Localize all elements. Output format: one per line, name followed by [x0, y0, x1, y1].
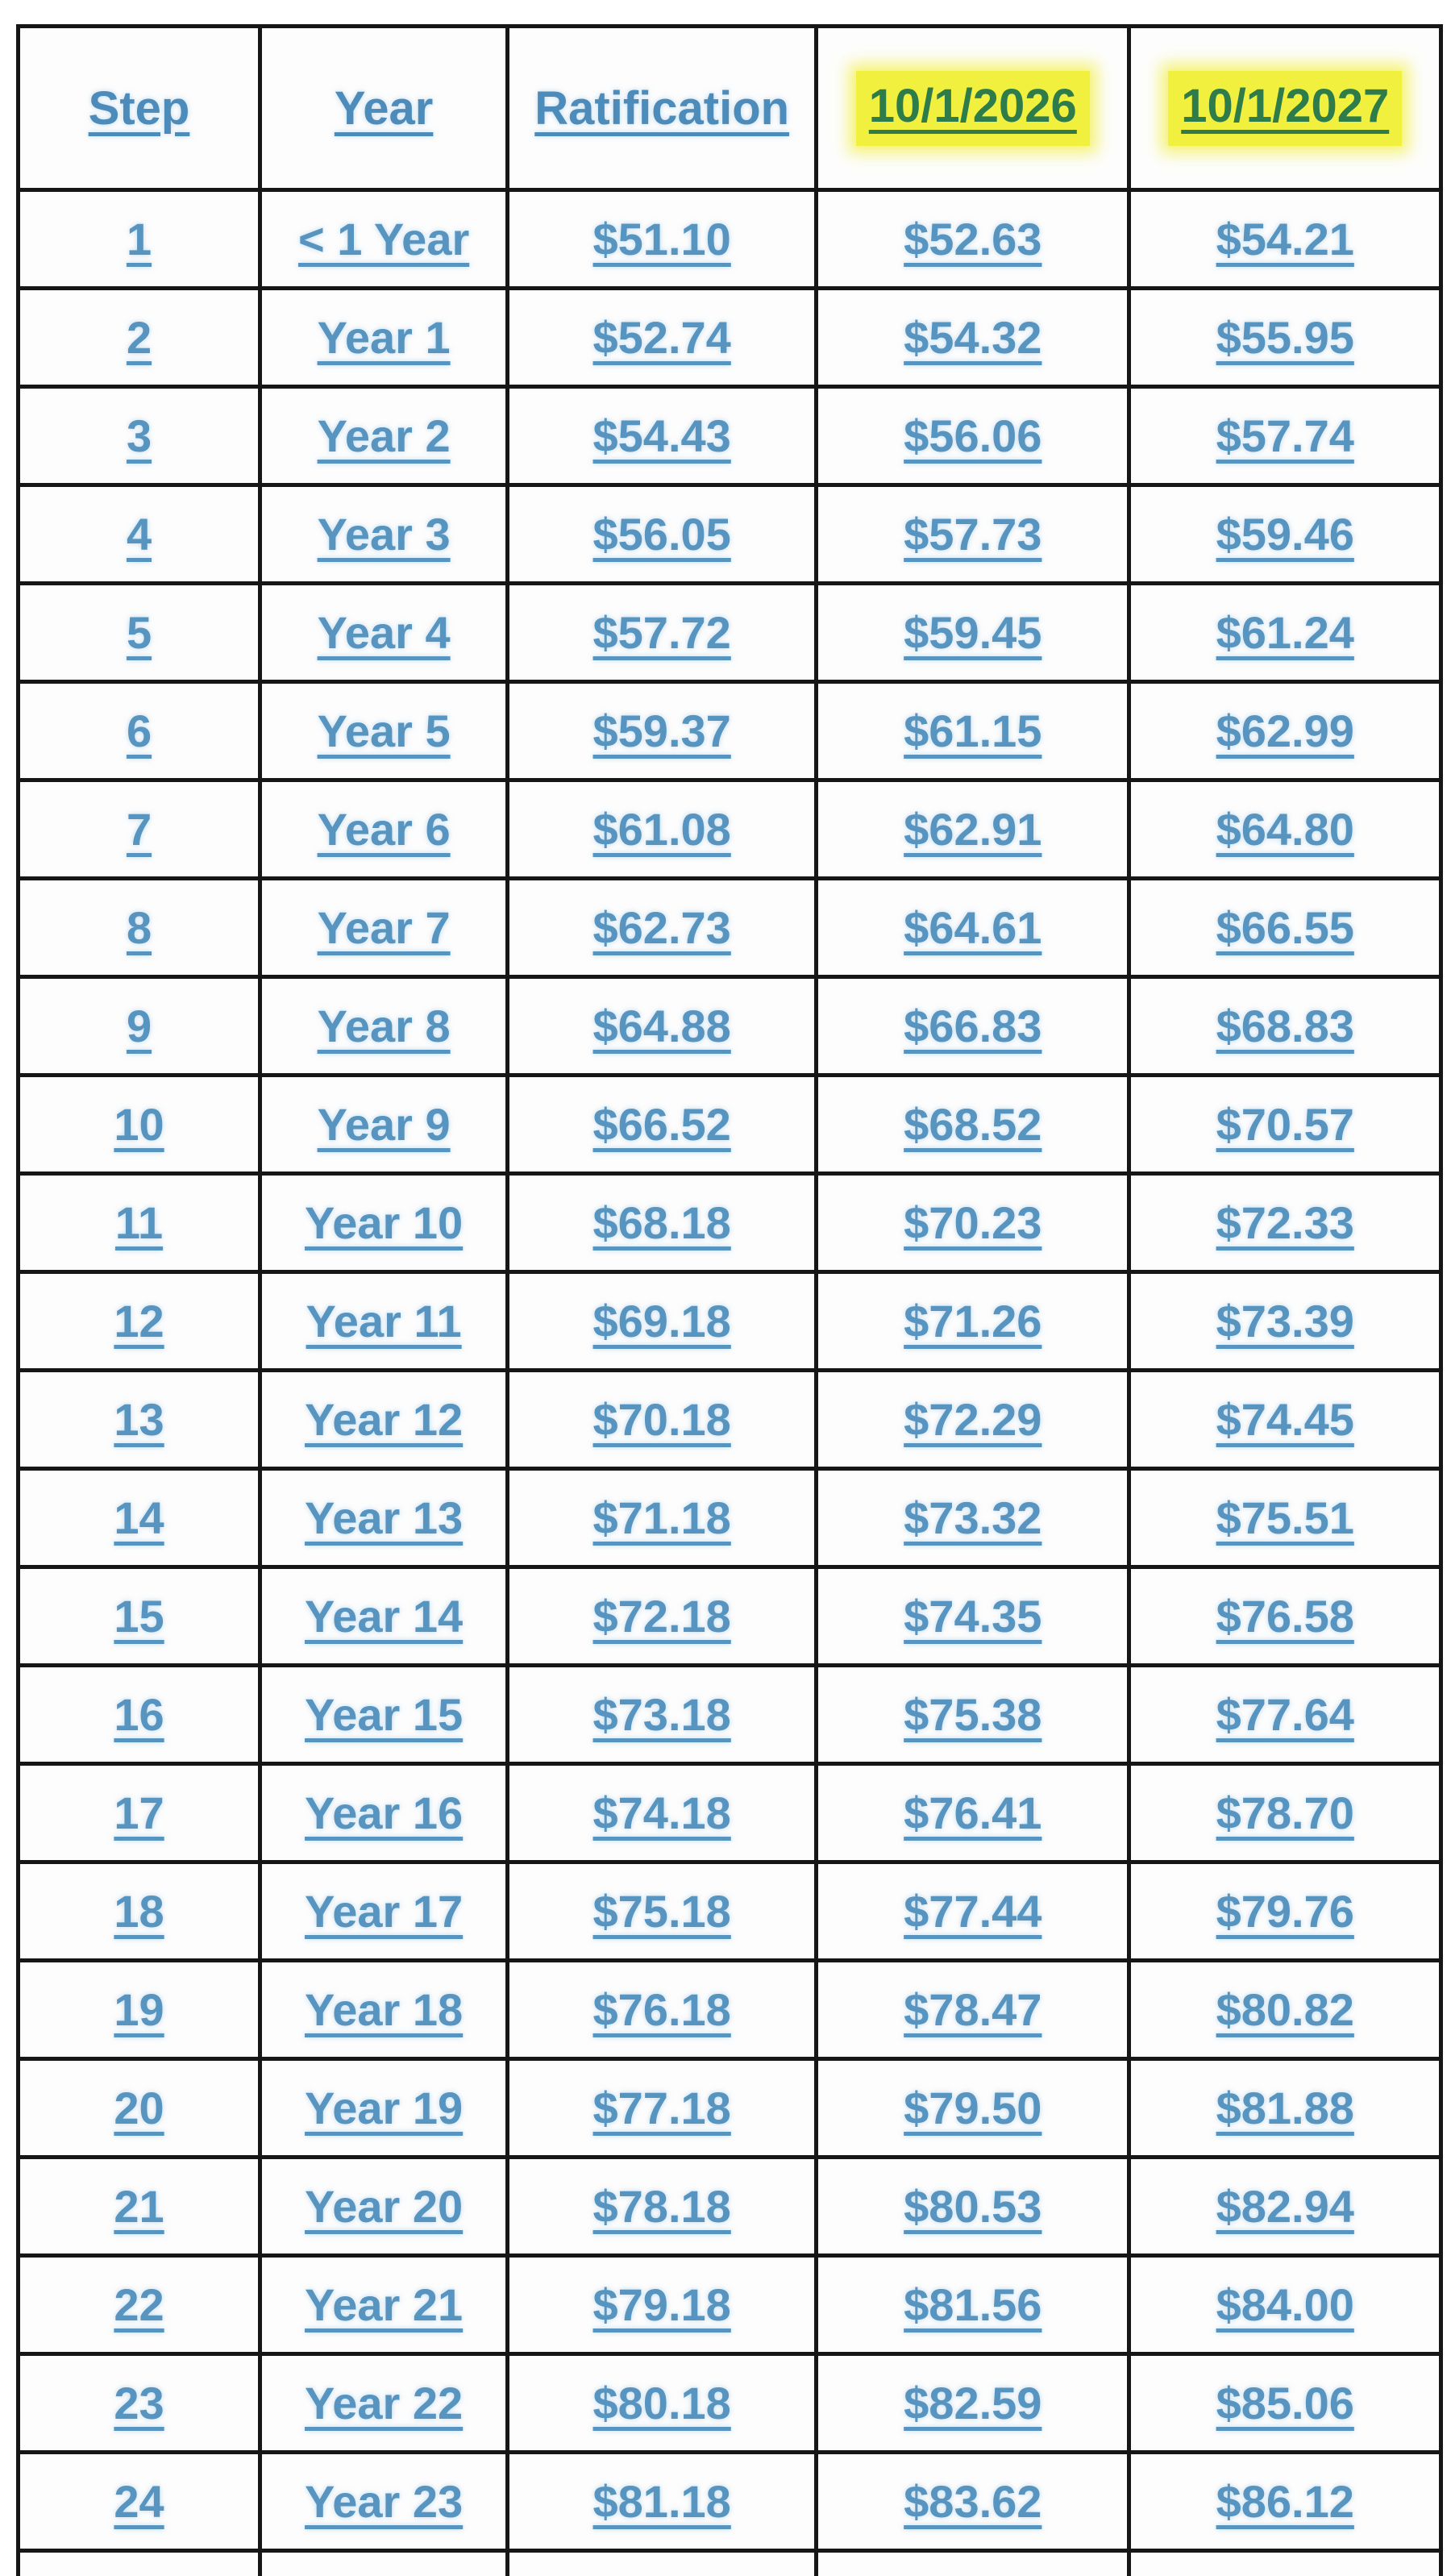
table-row	[19, 1174, 1441, 1272]
cell-year	[260, 1469, 508, 1567]
header-link-step[interactable]: Step	[88, 81, 190, 135]
header-cell-rate_2026	[817, 27, 1129, 190]
cell-rate_2026	[817, 780, 1129, 879]
cell-link-ratification[interactable]: $76.18	[592, 1984, 731, 2035]
cell-year	[260, 2059, 508, 2158]
cell-rate_2027	[1129, 1272, 1441, 1371]
wage-table	[16, 24, 1443, 2576]
table-row	[19, 485, 1441, 584]
cell-link-ratification[interactable]: $72.18	[592, 1591, 731, 1642]
table-row	[19, 682, 1441, 780]
cell-link-step[interactable]: 2	[126, 312, 152, 363]
cell-link-rate_2027[interactable]: $82.94	[1216, 2181, 1354, 2232]
cell-link-rate_2026[interactable]: $72.29	[904, 1394, 1042, 1445]
cell-rate_2027	[1129, 1764, 1441, 1862]
cell-link-rate_2026[interactable]: $76.41	[904, 1787, 1042, 1838]
table-row	[19, 2059, 1441, 2158]
cell-year	[260, 2354, 508, 2453]
cell-link-step[interactable]: 7	[126, 804, 152, 855]
cell-rate_2026	[817, 2453, 1129, 2551]
cell-rate_2026	[817, 1272, 1129, 1371]
cell-rate_2027	[1129, 1862, 1441, 1961]
cell-link-ratification[interactable]: $64.88	[592, 1001, 731, 1051]
cell-link-year[interactable]: Year 21	[305, 2279, 464, 2330]
cell-link-rate_2026[interactable]: $62.91	[904, 804, 1042, 855]
cell-link-rate_2027[interactable]: $55.95	[1216, 312, 1354, 363]
table-row	[19, 1862, 1441, 1961]
cell-rate_2027	[1129, 879, 1441, 977]
cell-link-rate_2026[interactable]: $56.06	[904, 410, 1042, 461]
cell-link-step[interactable]: 24	[114, 2476, 164, 2527]
cell-link-rate_2026[interactable]: $73.32	[904, 1492, 1042, 1543]
cell-link-rate_2027[interactable]: $73.39	[1216, 1296, 1354, 1346]
cell-year	[260, 1567, 508, 1666]
cell-ratification	[508, 387, 817, 485]
cell-link-year[interactable]: Year 8	[317, 1001, 451, 1051]
cell-rate_2027	[1129, 780, 1441, 879]
cell-rate_2027	[1129, 1174, 1441, 1272]
cell-link-rate_2026[interactable]: $59.45	[904, 607, 1042, 658]
cell-step	[19, 977, 260, 1076]
cell-link-rate_2026[interactable]: $77.44	[904, 1886, 1042, 1937]
table-row	[19, 977, 1441, 1076]
partial-cell	[260, 2551, 508, 2576]
cell-link-step[interactable]: 6	[126, 705, 152, 756]
cell-rate_2027	[1129, 1666, 1441, 1764]
cell-year	[260, 1174, 508, 1272]
cell-link-step[interactable]: 14	[114, 1492, 164, 1543]
cell-link-step[interactable]: 15	[114, 1591, 164, 1642]
cell-link-rate_2026[interactable]: $61.15	[904, 705, 1042, 756]
cell-link-step[interactable]: 21	[114, 2181, 164, 2232]
cell-step	[19, 879, 260, 977]
table-row	[19, 1469, 1441, 1567]
cell-link-year[interactable]: Year 23	[305, 2476, 464, 2527]
cell-link-rate_2027[interactable]: $74.45	[1216, 1394, 1354, 1445]
cell-rate_2026	[817, 2158, 1129, 2256]
cell-ratification	[508, 584, 817, 682]
cell-link-rate_2027[interactable]: $54.21	[1216, 214, 1354, 264]
header-link-rate_2026[interactable]: 10/1/2026	[856, 71, 1090, 146]
cell-ratification	[508, 1076, 817, 1174]
cell-ratification	[508, 977, 817, 1076]
cell-link-rate_2026[interactable]: $81.56	[904, 2279, 1042, 2330]
header-cell-rate_2027	[1129, 27, 1441, 190]
cell-rate_2026	[817, 1862, 1129, 1961]
cell-rate_2026	[817, 2354, 1129, 2453]
cell-step	[19, 1764, 260, 1862]
cell-link-year[interactable]: Year 4	[317, 607, 451, 658]
cell-year	[260, 289, 508, 387]
cell-link-rate_2027[interactable]: $76.58	[1216, 1591, 1354, 1642]
cell-rate_2026	[817, 387, 1129, 485]
cell-rate_2027	[1129, 2453, 1441, 2551]
cell-rate_2026	[817, 1567, 1129, 1666]
cell-link-step[interactable]: 5	[126, 607, 152, 658]
cell-link-rate_2027[interactable]: $68.83	[1216, 1001, 1354, 1051]
cell-link-rate_2026[interactable]: $80.53	[904, 2181, 1042, 2232]
cell-link-rate_2026[interactable]: $83.62	[904, 2476, 1042, 2527]
cell-link-rate_2026[interactable]: $64.61	[904, 902, 1042, 953]
cell-link-rate_2027[interactable]: $78.70	[1216, 1787, 1354, 1838]
cell-rate_2027	[1129, 2158, 1441, 2256]
cell-link-ratification[interactable]: $59.37	[592, 705, 731, 756]
cell-link-rate_2027[interactable]: $62.99	[1216, 705, 1354, 756]
cell-link-rate_2026[interactable]: $71.26	[904, 1296, 1042, 1346]
cell-link-year[interactable]: Year 16	[305, 1787, 464, 1838]
cell-step	[19, 584, 260, 682]
cell-link-ratification[interactable]: $81.18	[592, 2476, 731, 2527]
cell-link-step[interactable]: 3	[126, 410, 152, 461]
cell-year	[260, 485, 508, 584]
cell-link-year[interactable]: Year 9	[317, 1099, 451, 1150]
cell-year	[260, 387, 508, 485]
cell-step	[19, 780, 260, 879]
cell-link-step[interactable]: 18	[114, 1886, 164, 1937]
cell-ratification	[508, 780, 817, 879]
cell-ratification	[508, 1862, 817, 1961]
cell-link-year[interactable]: Year 14	[305, 1591, 464, 1642]
cell-link-year[interactable]: Year 13	[305, 1492, 464, 1543]
cell-link-rate_2027[interactable]: $64.80	[1216, 804, 1354, 855]
cell-rate_2026	[817, 1961, 1129, 2059]
cell-step	[19, 2158, 260, 2256]
table-row	[19, 2256, 1441, 2354]
cell-link-step[interactable]: 19	[114, 1984, 164, 2035]
cell-link-year[interactable]: < 1 Year	[297, 214, 470, 264]
cell-link-rate_2027[interactable]: $77.64	[1216, 1689, 1354, 1740]
cell-link-year[interactable]: Year 7	[317, 902, 451, 953]
cell-link-ratification[interactable]: $70.18	[592, 1394, 731, 1445]
cell-ratification	[508, 1469, 817, 1567]
cell-rate_2026	[817, 2256, 1129, 2354]
table-row	[19, 289, 1441, 387]
cell-link-year[interactable]: Year 10	[305, 1197, 464, 1248]
table-row	[19, 2354, 1441, 2453]
cell-ratification	[508, 1174, 817, 1272]
cell-rate_2026	[817, 1174, 1129, 1272]
cell-link-rate_2026[interactable]: $68.52	[904, 1099, 1042, 1150]
cell-rate_2027	[1129, 1371, 1441, 1469]
header-cell-year	[260, 27, 508, 190]
cell-rate_2026	[817, 584, 1129, 682]
partial-cell	[19, 2551, 260, 2576]
cell-rate_2027	[1129, 289, 1441, 387]
cell-link-year[interactable]: Year 5	[317, 705, 451, 756]
header-link-year[interactable]: Year	[334, 81, 434, 135]
cell-link-ratification[interactable]: $80.18	[592, 2378, 731, 2428]
table-body	[19, 190, 1441, 2576]
cell-step	[19, 682, 260, 780]
cell-rate_2026	[817, 1371, 1129, 1469]
cell-ratification	[508, 2059, 817, 2158]
cell-link-year[interactable]: Year 18	[305, 1984, 464, 2035]
cell-link-rate_2027[interactable]: $59.46	[1216, 509, 1354, 560]
cell-ratification	[508, 879, 817, 977]
cell-year	[260, 1764, 508, 1862]
cell-link-rate_2026[interactable]: $74.35	[904, 1591, 1042, 1642]
cell-link-year[interactable]: Year 1	[317, 312, 451, 363]
table-row	[19, 1567, 1441, 1666]
table-row	[19, 1666, 1441, 1764]
cell-step	[19, 1961, 260, 2059]
cell-rate_2026	[817, 1666, 1129, 1764]
cell-link-rate_2027[interactable]: $80.82	[1216, 1984, 1354, 2035]
cell-year	[260, 1076, 508, 1174]
cell-year	[260, 879, 508, 977]
cell-step	[19, 1567, 260, 1666]
cell-rate_2026	[817, 485, 1129, 584]
cell-link-rate_2027[interactable]: $70.57	[1216, 1099, 1354, 1150]
table-row	[19, 1961, 1441, 2059]
cell-link-rate_2026[interactable]: $79.50	[904, 2083, 1042, 2133]
cell-step	[19, 387, 260, 485]
cell-rate_2027	[1129, 1469, 1441, 1567]
cell-link-year[interactable]: Year 11	[306, 1296, 462, 1346]
cell-step	[19, 1174, 260, 1272]
cell-link-rate_2027[interactable]: $72.33	[1216, 1197, 1354, 1248]
cell-year	[260, 977, 508, 1076]
header-link-rate_2027[interactable]: 10/1/2027	[1168, 71, 1402, 146]
cell-step	[19, 1469, 260, 1567]
cell-link-rate_2026[interactable]: $57.73	[904, 509, 1042, 560]
cell-ratification	[508, 190, 817, 289]
cell-ratification	[508, 682, 817, 780]
cell-ratification	[508, 2256, 817, 2354]
partial-cell	[817, 2551, 1129, 2576]
cell-link-ratification[interactable]: $52.74	[592, 312, 731, 363]
cell-rate_2027	[1129, 1567, 1441, 1666]
cell-year	[260, 2256, 508, 2354]
cell-link-ratification[interactable]: $56.05	[592, 509, 731, 560]
cell-ratification	[508, 1567, 817, 1666]
cell-rate_2027	[1129, 1961, 1441, 2059]
cell-link-year[interactable]: Year 20	[305, 2181, 464, 2232]
cell-rate_2027	[1129, 584, 1441, 682]
table-row	[19, 2453, 1441, 2551]
cell-step	[19, 1862, 260, 1961]
cell-year	[260, 1666, 508, 1764]
cell-link-step[interactable]: 10	[114, 1099, 164, 1150]
cell-link-rate_2027[interactable]: $66.55	[1216, 902, 1354, 953]
cell-link-year[interactable]: Year 2	[317, 410, 451, 461]
cell-link-ratification[interactable]: $66.52	[592, 1099, 731, 1150]
cell-rate_2027	[1129, 1076, 1441, 1174]
cell-link-ratification[interactable]: $68.18	[592, 1197, 731, 1248]
table-row	[19, 584, 1441, 682]
cell-link-ratification[interactable]: $71.18	[592, 1492, 731, 1543]
cell-link-rate_2027[interactable]: $84.00	[1216, 2279, 1354, 2330]
cell-link-rate_2026[interactable]: $78.47	[904, 1984, 1042, 2035]
cell-link-rate_2026[interactable]: $82.59	[904, 2378, 1042, 2428]
cell-ratification	[508, 1961, 817, 2059]
header-link-ratification[interactable]: Ratification	[534, 81, 790, 135]
cell-link-step[interactable]: 12	[114, 1296, 164, 1346]
cell-step	[19, 190, 260, 289]
table-row	[19, 1076, 1441, 1174]
cell-step	[19, 2354, 260, 2453]
cell-link-step[interactable]: 16	[114, 1689, 164, 1740]
header-cell-ratification	[508, 27, 817, 190]
partial-cell	[1129, 2551, 1441, 2576]
cell-year	[260, 1961, 508, 2059]
cell-step	[19, 2453, 260, 2551]
cell-year	[260, 2158, 508, 2256]
cell-rate_2026	[817, 190, 1129, 289]
cell-rate_2026	[817, 682, 1129, 780]
cell-step	[19, 1076, 260, 1174]
cell-link-rate_2027[interactable]: $57.74	[1216, 410, 1354, 461]
cell-link-ratification[interactable]: $78.18	[592, 2181, 731, 2232]
cell-link-year[interactable]: Year 12	[305, 1394, 464, 1445]
table-row	[19, 1764, 1441, 1862]
cell-step	[19, 2256, 260, 2354]
cell-year	[260, 584, 508, 682]
cell-rate_2027	[1129, 682, 1441, 780]
cell-link-step[interactable]: 17	[114, 1787, 164, 1838]
cell-link-rate_2026[interactable]: $52.63	[904, 214, 1042, 264]
cell-rate_2026	[817, 289, 1129, 387]
table-row	[19, 1371, 1441, 1469]
cell-link-year[interactable]: Year 3	[317, 509, 451, 560]
cell-link-ratification[interactable]: $62.73	[592, 902, 731, 953]
partial-cell	[508, 2551, 817, 2576]
cell-link-step[interactable]: 1	[126, 214, 152, 264]
cell-step	[19, 1371, 260, 1469]
cell-link-step[interactable]: 22	[114, 2279, 164, 2330]
partial-cutoff-row	[19, 2551, 1441, 2576]
cell-year	[260, 2453, 508, 2551]
cell-link-rate_2027[interactable]: $79.76	[1216, 1886, 1354, 1937]
cell-year	[260, 682, 508, 780]
table-row	[19, 879, 1441, 977]
cell-link-rate_2027[interactable]: $75.51	[1216, 1492, 1354, 1543]
table-row	[19, 780, 1441, 879]
cell-rate_2026	[817, 879, 1129, 977]
cell-ratification	[508, 1666, 817, 1764]
table-row	[19, 2158, 1441, 2256]
table-row	[19, 1272, 1441, 1371]
cell-link-ratification[interactable]: $79.18	[592, 2279, 731, 2330]
cell-rate_2026	[817, 1076, 1129, 1174]
cell-link-ratification[interactable]: $77.18	[592, 2083, 731, 2133]
cell-ratification	[508, 2453, 817, 2551]
cell-ratification	[508, 1371, 817, 1469]
table-row	[19, 387, 1441, 485]
cell-link-ratification[interactable]: $69.18	[592, 1296, 731, 1346]
cell-link-ratification[interactable]: $74.18	[592, 1787, 731, 1838]
cell-rate_2027	[1129, 2256, 1441, 2354]
cell-ratification	[508, 2158, 817, 2256]
cell-rate_2027	[1129, 485, 1441, 584]
cell-ratification	[508, 485, 817, 584]
cell-link-rate_2026[interactable]: $54.32	[904, 312, 1042, 363]
cell-link-rate_2027[interactable]: $86.12	[1216, 2476, 1354, 2527]
cell-rate_2027	[1129, 2354, 1441, 2453]
cell-link-rate_2026[interactable]: $66.83	[904, 1001, 1042, 1051]
cell-rate_2027	[1129, 977, 1441, 1076]
cell-rate_2027	[1129, 2059, 1441, 2158]
cell-year	[260, 1862, 508, 1961]
cell-link-step[interactable]: 13	[114, 1394, 164, 1445]
table-row	[19, 190, 1441, 289]
cell-link-step[interactable]: 23	[114, 2378, 164, 2428]
cell-link-year[interactable]: Year 15	[305, 1689, 464, 1740]
cell-link-ratification[interactable]: $61.08	[592, 804, 731, 855]
cell-ratification	[508, 1764, 817, 1862]
cell-link-step[interactable]: 11	[114, 1197, 164, 1248]
cell-link-step[interactable]: 9	[126, 1001, 152, 1051]
header-row	[19, 27, 1441, 190]
cell-step	[19, 1666, 260, 1764]
cell-rate_2026	[817, 1764, 1129, 1862]
cell-rate_2027	[1129, 190, 1441, 289]
cell-link-step[interactable]: 20	[114, 2083, 164, 2133]
cell-link-rate_2027[interactable]: $85.06	[1216, 2378, 1354, 2428]
cell-link-rate_2026[interactable]: $70.23	[904, 1197, 1042, 1248]
cell-step	[19, 485, 260, 584]
cell-ratification	[508, 289, 817, 387]
cell-rate_2027	[1129, 387, 1441, 485]
cell-ratification	[508, 2354, 817, 2453]
cell-link-year[interactable]: Year 17	[305, 1886, 464, 1937]
cell-link-ratification[interactable]: $54.43	[592, 410, 731, 461]
cell-link-ratification[interactable]: $73.18	[592, 1689, 731, 1740]
cell-link-ratification[interactable]: $75.18	[592, 1886, 731, 1937]
cell-link-ratification[interactable]: $57.72	[592, 607, 731, 658]
cell-rate_2026	[817, 977, 1129, 1076]
cell-link-year[interactable]: Year 6	[317, 804, 451, 855]
cell-step	[19, 289, 260, 387]
cell-link-rate_2027[interactable]: $81.88	[1216, 2083, 1354, 2133]
cell-link-step[interactable]: 4	[126, 509, 152, 560]
header-cell-step	[19, 27, 260, 190]
cell-year	[260, 190, 508, 289]
cell-link-year[interactable]: Year 22	[305, 2378, 464, 2428]
cell-year	[260, 1272, 508, 1371]
cell-rate_2026	[817, 1469, 1129, 1567]
cell-link-rate_2026[interactable]: $75.38	[904, 1689, 1042, 1740]
cell-year	[260, 1371, 508, 1469]
cell-link-ratification[interactable]: $51.10	[592, 214, 731, 264]
cell-ratification	[508, 1272, 817, 1371]
cell-year	[260, 780, 508, 879]
cell-step	[19, 1272, 260, 1371]
cell-link-rate_2027[interactable]: $61.24	[1216, 607, 1354, 658]
cell-rate_2026	[817, 2059, 1129, 2158]
cell-step	[19, 2059, 260, 2158]
cell-link-year[interactable]: Year 19	[305, 2083, 464, 2133]
cell-link-step[interactable]: 8	[126, 902, 152, 953]
